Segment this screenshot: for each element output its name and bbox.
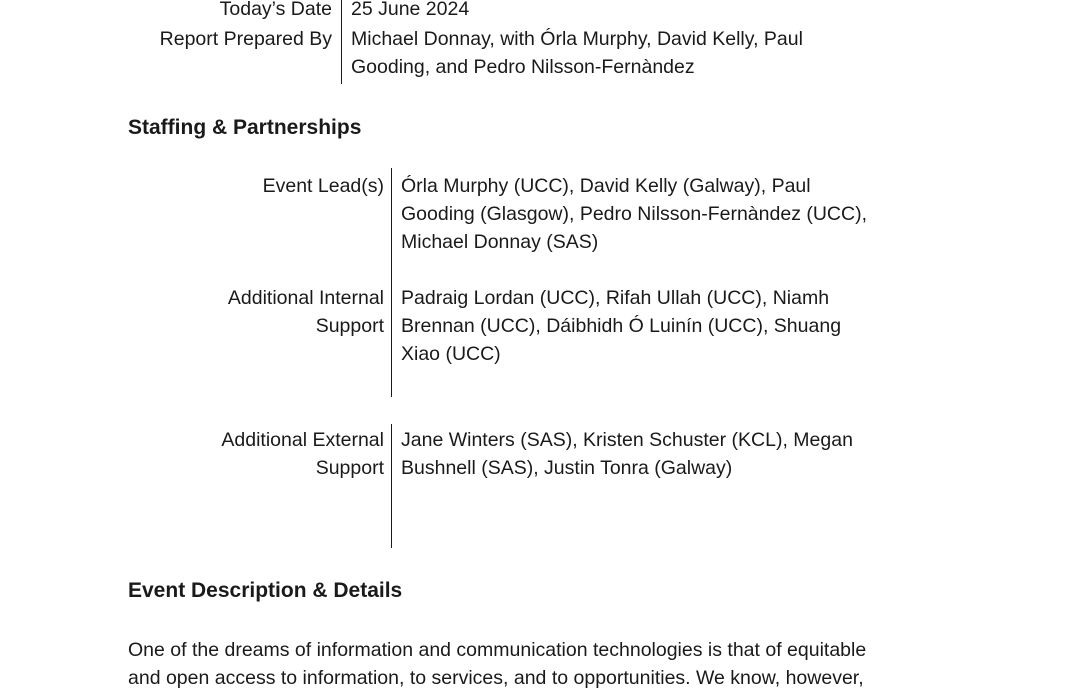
internal-support-line: Padraig Lordan (UCC), Rifah Ullah (UCC), Niamh: [401, 287, 830, 309]
staffing-table-divider: [391, 168, 392, 397]
external-support-value: [401, 426, 853, 482]
internal-support-line: Xiao (UCC): [401, 343, 501, 365]
report-prepared-by-line: Gooding, and Pedro Nilsson-Fernàndez: [351, 56, 695, 78]
event-leads-line: Gooding (Glasgow), Pedro Nilsson-Fernàndez (UCC),: [401, 203, 868, 225]
external-support-label-line: Support: [315, 457, 384, 479]
staffing-heading: Staffing & Partnerships: [128, 116, 362, 139]
event-leads-label: [263, 172, 384, 200]
internal-support-value: [401, 284, 841, 368]
external-support-line: Bushnell (SAS), Justin Tonra (Galway): [401, 457, 733, 479]
todays-date-value: 25 June 2024: [351, 0, 470, 20]
event-description-heading: Event Description & Details: [128, 579, 403, 602]
internal-support-line: Brennan (UCC), Dáibhidh Ó Luinín (UCC), Shuang: [401, 315, 842, 337]
internal-support-label-line: Support: [315, 315, 384, 337]
event-description-line: and open access to information, to services, and to opportunities. We know, however,: [128, 667, 864, 689]
todays-date-label: Today’s Date: [219, 0, 332, 20]
event-leads-value: [401, 172, 867, 256]
meta-table-divider: [341, 0, 342, 84]
internal-support-label: [228, 284, 384, 340]
report-prepared-by-line: Michael Donnay, with Órla Murphy, David Kelly, Paul: [351, 28, 803, 50]
event-leads-label-line: Event Lead(s): [262, 175, 384, 197]
external-support-label: [221, 426, 384, 482]
external-support-line: Jane Winters (SAS), Kristen Schuster (KCL), Megan: [401, 429, 853, 451]
event-description-line: One of the dreams of information and communication technologies is that of equitable: [128, 639, 867, 661]
internal-support-label-line: Additional Internal: [227, 287, 384, 309]
report-prepared-by-label: Report Prepared By: [159, 28, 332, 50]
report-prepared-by-value: [351, 25, 803, 81]
external-support-label-line: Additional External: [221, 429, 384, 451]
event-leads-line: Michael Donnay (SAS): [401, 231, 599, 253]
staffing-table-divider: [391, 424, 392, 548]
event-description-paragraph: [128, 636, 948, 692]
event-leads-line: Órla Murphy (UCC), David Kelly (Galway), Paul: [401, 175, 811, 197]
